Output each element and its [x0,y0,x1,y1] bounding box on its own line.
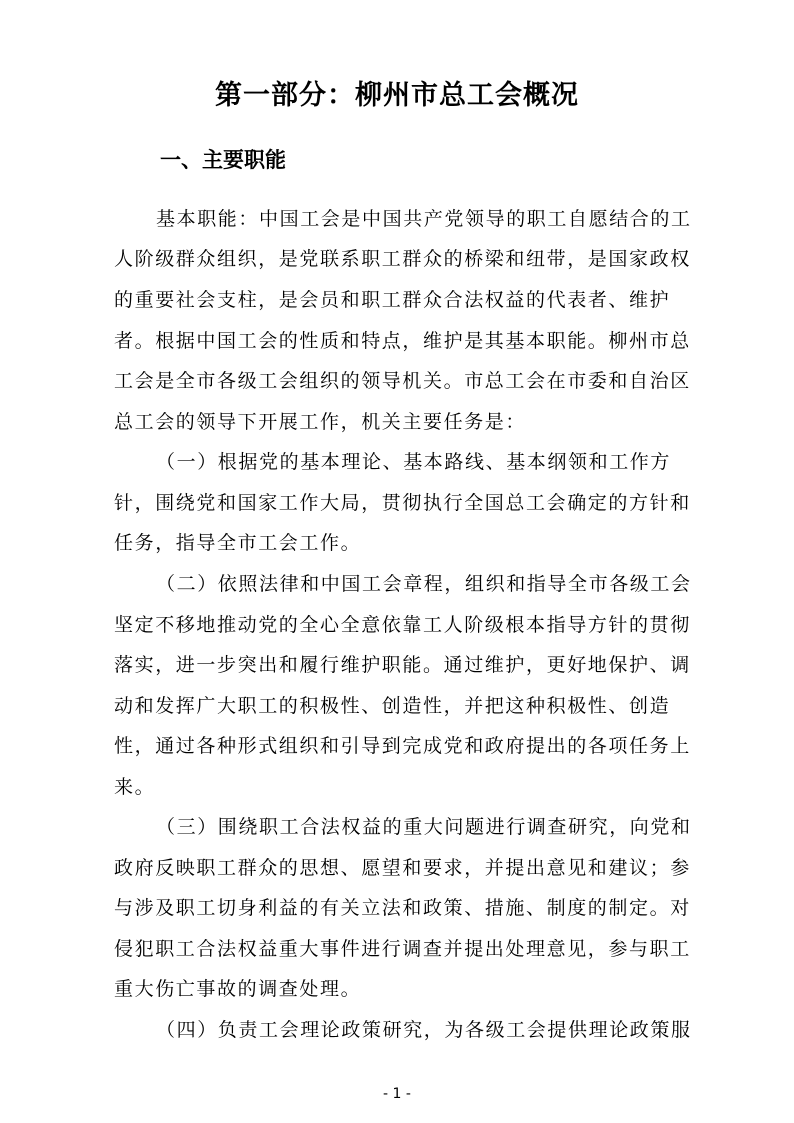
paragraph-line: （四）负责工会理论政策研究，为各级工会提供理论政策服 [156,1019,692,1041]
paragraph-line: 基本职能：中国工会是中国共产党领导的职工自愿结合的工 [156,208,692,230]
paragraph-line: 针，围绕党和国家工作大局，贯彻执行全国总工会确定的方针和 [114,492,691,514]
page-number: - 1 - [383,1086,411,1102]
paragraph-line: （一）根据党的基本理论、基本路线、基本纲领和工作方 [156,451,672,473]
paragraph-line: 落实，进一步突出和履行维护职能。通过维护，更好地保护、调 [114,654,691,676]
paragraph-line: 的重要社会支柱，是会员和职工群众合法权益的代表者、维护 [114,289,671,311]
section-heading: 一、主要职能 [160,148,286,172]
paragraph-line: 动和发挥广大职工的积极性、创造性，并把这种积极性、创造 [114,695,671,717]
paragraph-line: 总工会的领导下开展工作，机关主要任务是： [114,411,527,433]
paragraph-line: 坚定不移地推动党的全心全意依靠工人阶级根本指导方针的贯彻 [114,614,691,636]
paragraph-line: 侵犯职工合法权益重大事件进行调查并提出处理意见，参与职工 [114,938,691,960]
paragraph-line: 来。 [114,776,156,798]
page-title: 第一部分：柳州市总工会概况 [215,80,579,111]
paragraph-line: 任务，指导全市工会工作。 [114,532,362,554]
paragraph-line: 性，通过各种形式组织和引导到完成党和政府提出的各项任务上 [114,735,691,757]
paragraph-line: 与涉及职工切身利益的有关立法和政策、措施、制度的制定。对 [114,897,691,919]
paragraph-line: （二）依照法律和中国工会章程，组织和指导全市各级工会 [156,573,692,595]
paragraph-line: 工会是全市各级工会组织的领导机关。市总工会在市委和自治区 [114,370,691,392]
paragraph-line: （三）围绕职工合法权益的重大问题进行调查研究，向党和 [156,816,692,838]
paragraph-line: 重大伤亡事故的调查处理。 [114,978,362,1000]
paragraph-line: 者。根据中国工会的性质和特点，维护是其基本职能。柳州市总 [114,330,691,352]
paragraph-line: 人阶级群众组织，是党联系职工群众的桥梁和纽带，是国家政权 [114,248,691,270]
paragraph-line: 政府反映职工群众的思想、愿望和要求，并提出意见和建议；参 [114,857,691,879]
